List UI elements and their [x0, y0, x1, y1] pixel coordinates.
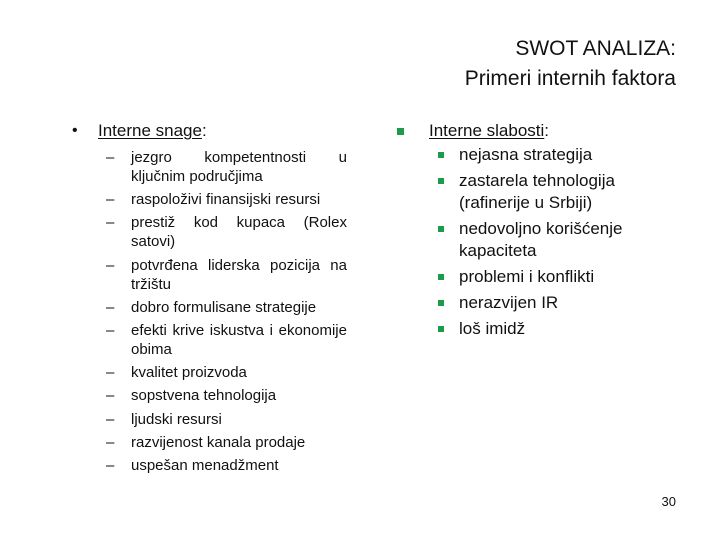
dash-bullet-icon: –: [106, 256, 115, 274]
list-item: nejasna strategija: [395, 144, 685, 166]
list-item: – razvijenost kanala prodaje: [106, 433, 306, 451]
dash-bullet-icon: –: [106, 410, 115, 428]
strengths-heading: [72, 120, 347, 142]
list-item: – raspoloživi finansijski resursi: [106, 191, 321, 209]
list-item: nedovoljno korišćenje kapaciteta: [395, 218, 685, 262]
dash-bullet-icon: –: [106, 321, 115, 339]
weaknesses-heading-text: Interne slabosti: [429, 121, 545, 140]
list-item: – ljudski resursi: [106, 410, 222, 428]
dash-bullet-icon: –: [106, 214, 115, 232]
square-bullet-icon: [438, 226, 444, 232]
list-item: – sopstvena tehnologija: [106, 387, 277, 405]
list-item: – jezgro kompetentnosti u ključnim područjima: [106, 149, 347, 185]
list-item: – potvrđena liderska pozicija na tržištu: [106, 256, 347, 293]
square-bullet-icon: [438, 178, 444, 184]
dash-bullet-icon: –: [106, 364, 115, 382]
strengths-column: [72, 120, 347, 479]
page-number: 30: [661, 494, 676, 509]
square-bullet-icon: [438, 152, 444, 158]
slide-title-line-1: SWOT ANALIZA:: [515, 37, 676, 60]
dash-bullet-icon: –: [106, 149, 115, 166]
dash-bullet-icon: –: [106, 433, 115, 451]
square-bullet-icon: [438, 300, 444, 306]
slide-title: [465, 34, 676, 94]
weaknesses-column: [395, 120, 685, 344]
weaknesses-heading-colon: :: [544, 121, 550, 140]
list-item: – prestiž kod kupaca (Rolex satovi): [106, 214, 347, 251]
list-item: nerazvijen IR: [395, 292, 685, 314]
weaknesses-heading: [395, 120, 685, 142]
list-item: zastarela tehnologija (rafinerije u Srbiji): [395, 170, 685, 214]
dash-bullet-icon: –: [106, 191, 115, 209]
dash-bullet-icon: –: [106, 456, 115, 474]
list-item: – dobro formulisane strategije: [106, 298, 317, 316]
round-bullet-icon: •: [72, 122, 78, 139]
dash-bullet-icon: –: [106, 298, 115, 316]
dash-bullet-icon: –: [106, 387, 115, 405]
square-bullet-icon: [438, 274, 444, 280]
square-bullet-icon: [438, 326, 444, 332]
list-item: problemi i konflikti: [395, 266, 685, 288]
list-item: – kvalitet proizvoda: [106, 364, 247, 382]
strengths-list: [72, 148, 347, 475]
strengths-heading-colon: :: [201, 121, 207, 140]
slide-title-line-2: Primeri internih faktora: [464, 67, 676, 90]
list-item: loš imidž: [395, 318, 685, 340]
list-item: – efekti krive iskustva i ekonomije obima: [106, 321, 347, 358]
weaknesses-list: [395, 144, 685, 340]
list-item: – uspešan menadžment: [106, 456, 279, 474]
strengths-heading-text: Interne snage: [98, 121, 202, 140]
square-bullet-icon: [397, 128, 404, 135]
